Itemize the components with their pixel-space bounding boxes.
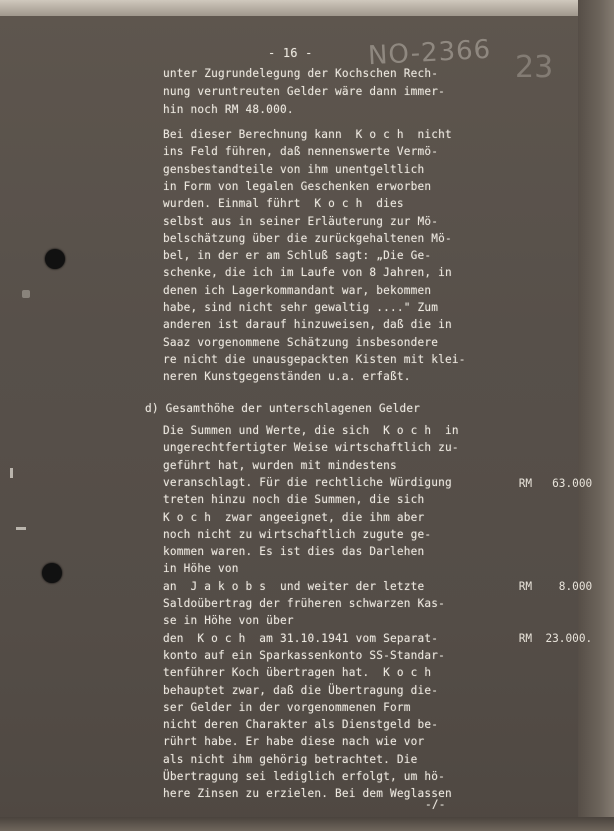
margin-mark [22,290,30,298]
text-line: ser Gelder in der vorgenommenen Form [163,700,411,714]
section-heading: d) Gesamthöhe der unterschlagenen Gelder [145,402,421,415]
paper-top-edge [0,0,614,16]
text-line: unter Zugrundelegung der Kochschen Rech- [163,67,439,80]
text-line: Übertragung sei lediglich erfolgt, um hö- [163,770,446,783]
text-line: noch nicht zu wirtschaftlich zugute ge- [163,527,432,541]
text-line: hin noch RM 48.000. [163,103,294,116]
continuation-mark: -/- [425,798,446,811]
text-line: here Zinsen zu erzielen. Bei dem Weglassen [163,787,452,801]
text-line: rührt habe. Er habe diese nach wie vor [163,735,425,749]
text-line: in Form von legalen Geschenken erworben [163,179,432,193]
text-line: nung veruntreuten Gelder wäre dann immer- [163,85,446,98]
text-line: se in Höhe von über [163,614,294,628]
text-line: behauptet zwar, daß die Übertragung die- [163,683,439,697]
amount-3: RM 23.000. [518,632,593,645]
punch-hole-bottom [42,563,62,583]
text-line: den K o c h am 31.10.1941 vom Separat- [163,631,439,645]
text-line: habe, sind nicht sehr gewaltig ...." Zum [163,301,439,314]
text-line: ins Feld führen, daß nennenswerte Vermö- [163,145,439,159]
text-line: gensbestandteile von ihm unentgeltlich [163,162,425,176]
text-line: schenke, die ich im Laufe von 8 Jahren, in [163,266,452,280]
text-line: wurden. Einmal führt K o c h dies [163,197,404,211]
text-line: Saaz vorgenommene Schätzung insbesondere [163,335,439,349]
text-line: tenführer Koch übertragen hat. K o c h [163,666,432,680]
text-line: bel, in der er am Schluß sagt: „Die Ge- [163,249,432,263]
text-line: belschätzung über die zurückgehaltenen Mö- [163,231,452,245]
text-line: in Höhe von [163,562,239,576]
text-line: K o c h zwar angeeignet, die ihm aber [163,510,425,524]
text-line: selbst aus in seiner Erläuterung zur Mö- [163,214,439,228]
margin-mark [10,468,13,478]
text-line: Saldoübertrag der früheren schwarzen Kas- [163,597,446,610]
text-line: veranschlagt. Für die rechtliche Würdigung [163,475,452,489]
text-line: kommen waren. Es ist dies das Darlehen [163,545,425,559]
text-line: treten hinzu noch die Summen, die sich [163,493,425,507]
text-line: re nicht die unausgepackten Kisten mit klei- [163,352,466,366]
text-line: an J a k o b s und weiter der letzte [163,579,425,593]
amount-1: RM 63.000 [518,477,593,490]
text-line: geführt hat, wurden mit mindestens [163,458,397,472]
amount-2: RM 8.000 [518,580,593,593]
archive-stamp: NO-2366 [367,34,492,72]
margin-mark [16,527,26,530]
punch-hole-top [45,249,65,269]
text-line: konto auf ein Sparkassenkonto SS-Standar- [163,648,446,662]
text-line: Bei dieser Berechnung kann K o c h nicht [163,128,452,141]
paper-bottom-edge [0,817,614,831]
text-line: anderen ist darauf hinzuweisen, daß die in [163,318,452,332]
text-line: als nicht ihm gehörig betrachtet. Die [163,752,418,766]
text-line: ungerechtfertigter Weise wirtschaftlich zu- [163,441,459,455]
text-line: nicht deren Charakter als Dienstgeld be- [163,718,439,732]
corner-page-number: 23 [515,50,554,85]
text-line: neren Kunstgegenständen u.a. erfaßt. [163,370,411,384]
text-line: Die Summen und Werte, die sich K o c h in [163,424,459,437]
text-line: denen ich Lagerkommandant war, bekommen [163,283,432,297]
page-number: - 16 - [268,46,313,60]
paper-right-edge [578,0,614,831]
